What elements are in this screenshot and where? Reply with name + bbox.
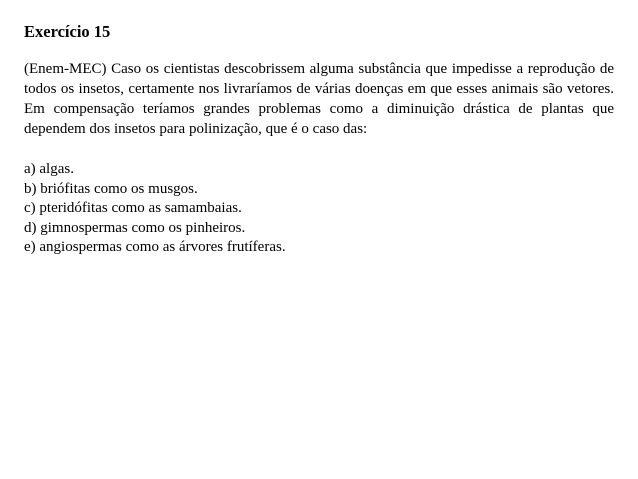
option-e: e) angiospermas como as árvores frutíferas.: [24, 239, 286, 255]
option-c: c) pteridófitas como as samambaias.: [24, 200, 242, 216]
question-statement: (Enem-MEC) Caso os cientistas descobrissem alguma substância que impedisse a reprodução de todos os insetos, certamente nos livraríamos de várias doenças em que esses animais são vetores. Em compensação teríamos grandes problemas como a diminuição drástica de plantas que dependem dos insetos para polinização, que é o caso das:: [24, 61, 614, 137]
answer-options: [24, 160, 614, 258]
option-d: d) gimnospermas como os pinheiros.: [24, 219, 246, 236]
exercise-title: Exercício 15: [24, 22, 111, 41]
option-a: a) algas.: [24, 161, 74, 177]
exercise-slide: [24, 22, 614, 258]
option-b: b) briófitas como os musgos.: [24, 180, 198, 197]
